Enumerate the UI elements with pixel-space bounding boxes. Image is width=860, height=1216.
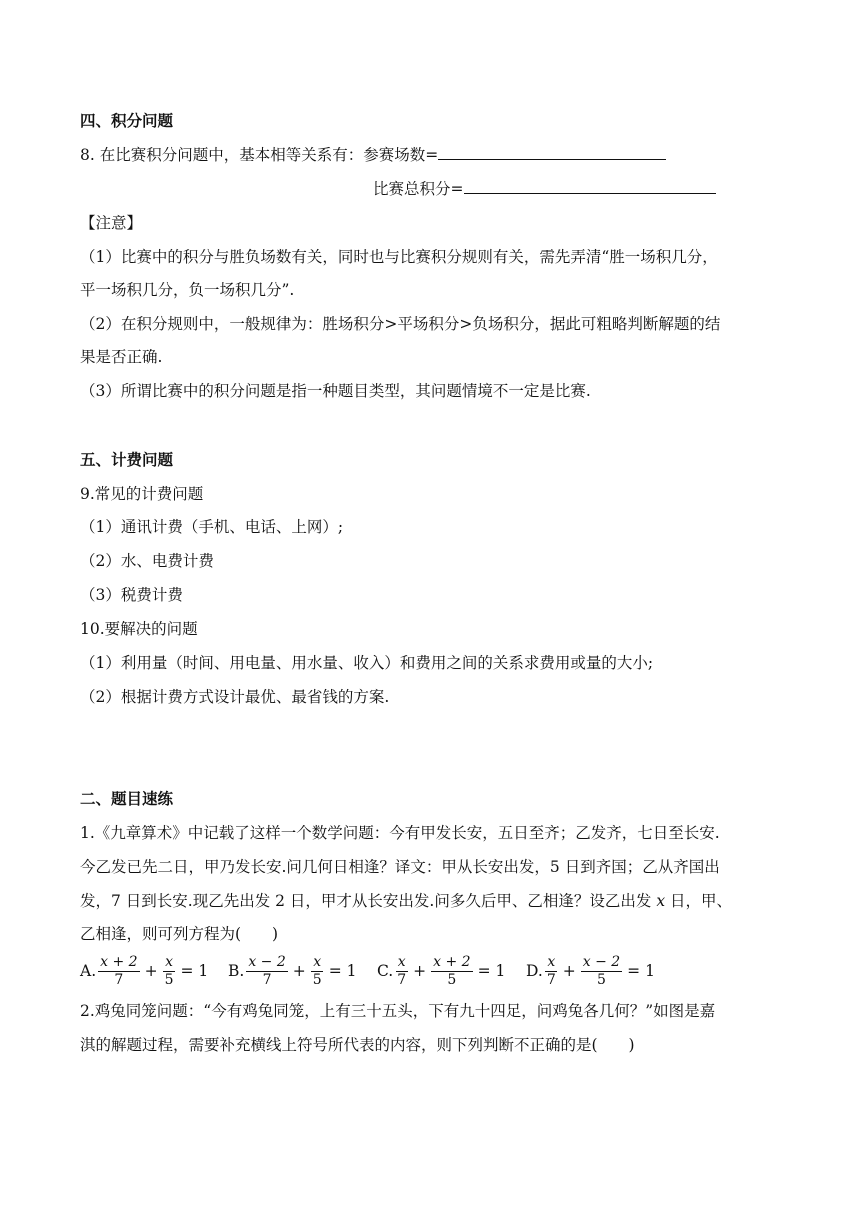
option-d[interactable] xyxy=(526,948,658,994)
note-1-line2: 平一场积几分，负一场积几分”. xyxy=(80,281,295,299)
problem-1-line3-text: 发，7 日到长安.现乙先出发 2 日，甲才从长安出发.问多久后甲、乙相逢？设乙出发 xyxy=(80,892,652,910)
numerator: x xyxy=(547,953,556,970)
question-10-item-2: （2）根据计费方式设计最优、最省钱的方案. xyxy=(80,688,390,706)
numerator: x − 2 xyxy=(248,953,286,970)
question-8-line2 xyxy=(373,178,716,200)
denominator: 5 xyxy=(447,971,457,988)
answer-blank-2[interactable] xyxy=(464,179,716,194)
question-8-line1 xyxy=(80,144,666,166)
question-8-text-2: 比赛总积分= xyxy=(373,180,464,198)
fraction xyxy=(311,954,324,989)
problem-2-line1: 2.鸡兔同笼问题：“今有鸡兔同笼，上有三十五头，下有九十四足，问鸡兔各几何？”如图是嘉 xyxy=(80,1002,716,1020)
denominator: 7 xyxy=(397,971,407,988)
option-label: C. xyxy=(377,962,394,980)
problem-1-line1: 1.《九章算术》中记载了这样一个数学问题：今有甲发长安，五日至齐；乙发齐，七日至长安. xyxy=(80,824,720,842)
fraction xyxy=(98,954,139,989)
plus-sign: + xyxy=(413,962,427,980)
problem-1-line3 xyxy=(80,890,732,912)
answer-options xyxy=(80,948,780,994)
denominator: 7 xyxy=(114,971,124,988)
question-8-text: 8. 在比赛积分问题中，基本相等关系有：参赛场数= xyxy=(80,146,439,164)
question-10-item-1: （1）利用量（时间、用电量、用水量、收入）和费用之间的关系求费用或量的大小; xyxy=(80,654,654,672)
denominator: 7 xyxy=(546,971,556,988)
fraction xyxy=(246,954,287,989)
section-heading-5: 五、计费问题 xyxy=(80,450,174,469)
equation-rhs: = 1 xyxy=(328,962,357,980)
option-a[interactable] xyxy=(80,948,211,994)
note-3: （3）所谓比赛中的积分问题是指一种题目类型，其问题情境不一定是比赛. xyxy=(80,382,591,400)
question-9-item-1: （1）通讯计费（手机、电话、上网）; xyxy=(80,518,344,536)
note-heading: 【注意】 xyxy=(80,214,143,232)
fraction xyxy=(545,954,558,989)
denominator: 5 xyxy=(596,971,606,988)
fraction xyxy=(163,954,176,989)
fraction xyxy=(431,954,472,989)
option-label: D. xyxy=(526,962,543,980)
question-9-item-3: （3）税费计费 xyxy=(80,586,183,604)
option-label: A. xyxy=(80,962,97,980)
option-c[interactable] xyxy=(377,948,508,994)
note-1-line1: （1）比赛中的积分与胜负场数有关，同时也与比赛积分规则有关，需先弄清“胜一场积几分， xyxy=(80,248,718,266)
option-label: B. xyxy=(228,962,245,980)
answer-blank-1[interactable] xyxy=(438,145,666,160)
option-b[interactable] xyxy=(228,948,359,994)
section-heading-4: 四、积分问题 xyxy=(80,111,174,130)
problem-1-line4: 乙相逢，则可列方程为( ) xyxy=(80,925,279,943)
denominator: 5 xyxy=(312,971,322,988)
equation-rhs: = 1 xyxy=(180,962,209,980)
numerator: x xyxy=(165,953,173,970)
problem-2-line2: 淇的解题过程，需要补充横线上符号所代表的内容，则下列判断不正确的是( ) xyxy=(80,1036,635,1054)
question-10: 10.要解决的问题 xyxy=(80,620,198,638)
plus-sign: + xyxy=(562,962,576,980)
numerator: x − 2 xyxy=(582,953,621,970)
problem-1-line2: 今乙发已先二日，甲乃发长安.问几何日相逢？译文：甲从长安出发，5 日到齐国；乙从齐国出 xyxy=(80,858,720,876)
question-9-item-2: （2）水、电费计费 xyxy=(80,552,214,570)
denominator: 7 xyxy=(262,971,272,988)
question-9: 9.常见的计费问题 xyxy=(80,485,204,503)
fraction xyxy=(581,954,622,989)
denominator: 5 xyxy=(164,971,174,988)
numerator: x xyxy=(397,953,406,970)
variable-x: x xyxy=(656,892,666,910)
fraction xyxy=(395,954,408,989)
equation-rhs: = 1 xyxy=(477,962,506,980)
numerator: x xyxy=(313,953,322,970)
numerator: x + 2 xyxy=(433,953,471,970)
equation-rhs: = 1 xyxy=(627,962,655,980)
plus-sign: + xyxy=(144,962,158,980)
note-2-line1: （2）在积分规则中，一般规律为：胜场积分>平场积分>负场积分，据此可粗略判断解题的结 xyxy=(80,315,721,333)
practice-heading: 二、题目速练 xyxy=(80,789,174,808)
plus-sign: + xyxy=(292,962,306,980)
note-2-line2: 果是否正确. xyxy=(80,348,163,366)
problem-1-line3-end: 日，甲、 xyxy=(665,892,732,910)
numerator: x + 2 xyxy=(100,953,138,970)
